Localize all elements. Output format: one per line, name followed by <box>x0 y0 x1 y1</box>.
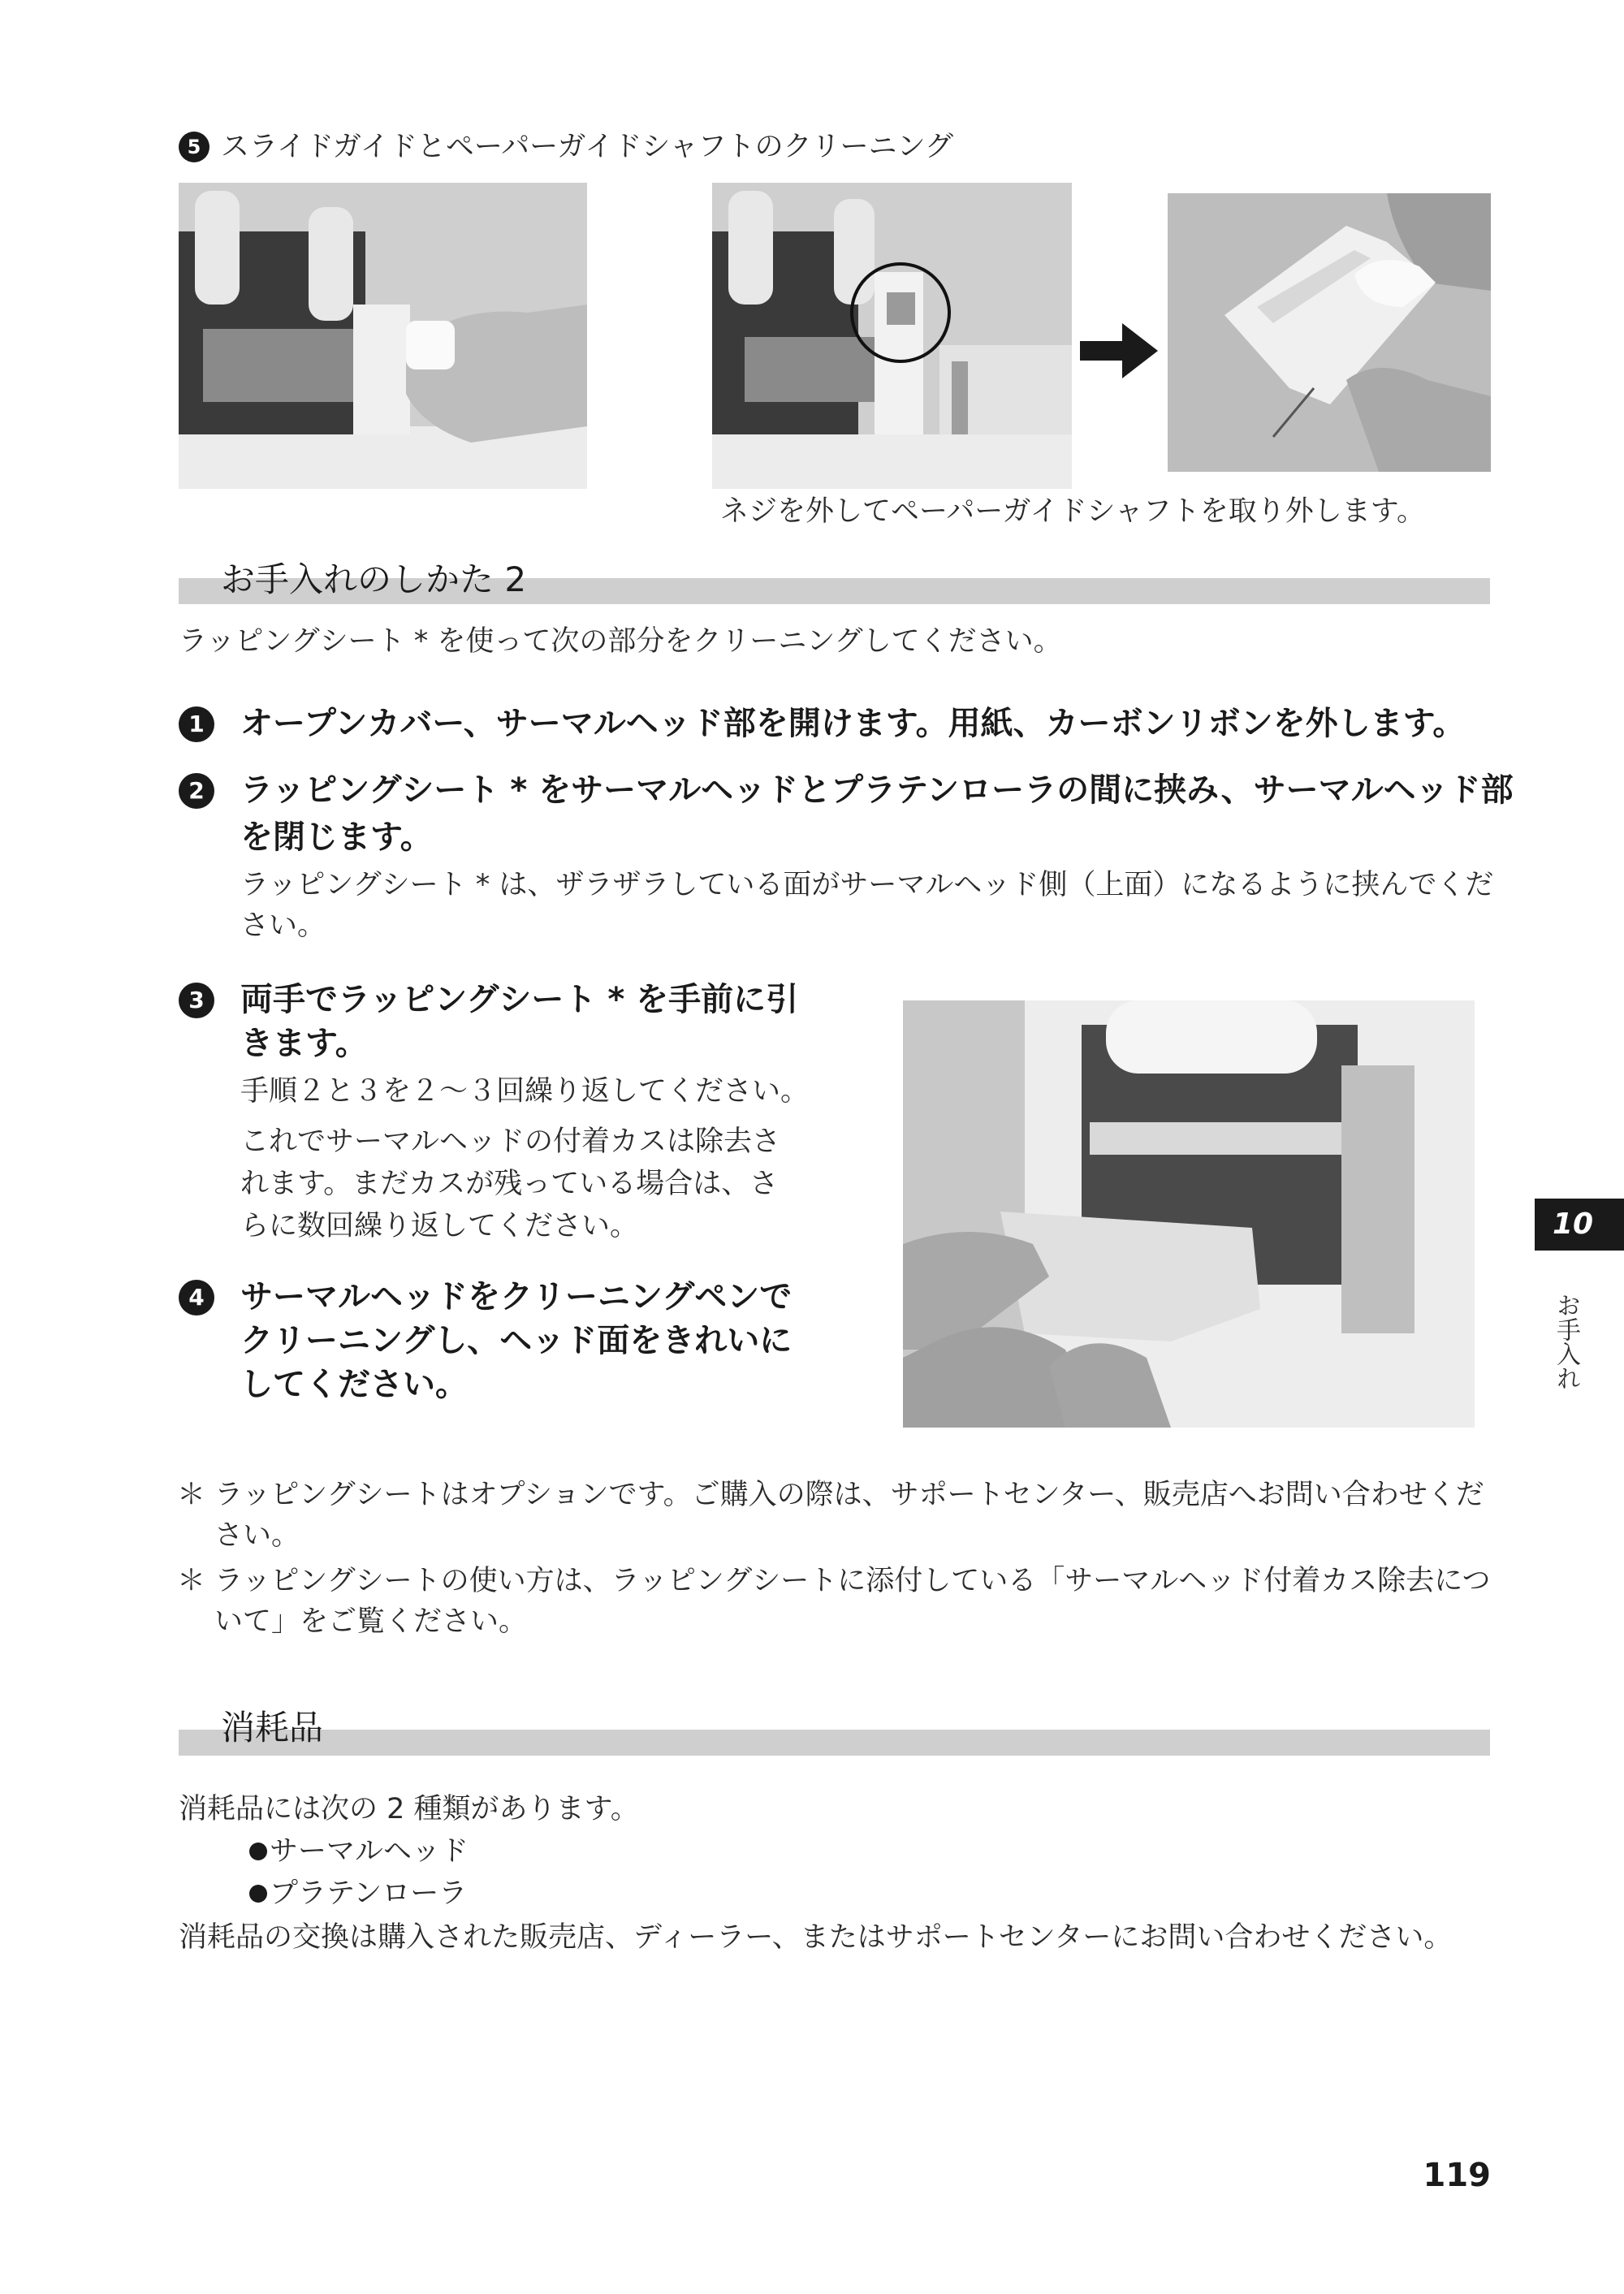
section-2-intro: 消耗品には次の 2 種類があります。 <box>179 1793 639 1825</box>
photo-slide-guide-cleaning <box>179 183 587 489</box>
step-3-number: 3 <box>179 983 214 1018</box>
step-5-number: 5 <box>179 132 209 162</box>
consumable-item-1: サーマルヘッド <box>270 1835 469 1868</box>
step-4-title-line-3: してください。 <box>240 1366 468 1403</box>
step-3-body-line-3: れます。まだカスが残っている場合は、さ <box>240 1168 779 1200</box>
step-4-title-line-2: クリーニングし、ヘッド面をきれいに <box>240 1322 793 1359</box>
note-1-line-1: ラッピングシートはオプションです。ご購入の際は、サポートセンター、販売店へお問い合わせくだ <box>214 1479 1484 1511</box>
step-2-number: 2 <box>179 773 214 809</box>
photo-screw-location <box>712 183 1072 489</box>
note-1-mark: ＊ <box>177 1479 206 1511</box>
section-1-title: お手入れのしかた 2 <box>221 559 527 599</box>
consumable-item-2: プラテンローラ <box>270 1877 468 1910</box>
photo-paper-guide-shaft <box>1168 193 1491 472</box>
note-2-line-1: ラッピングシートの使い方は、ラッピングシートに添付している「サーマルヘッド付着カス除去につ <box>214 1565 1491 1597</box>
bullet-icon <box>249 1843 267 1860</box>
step-5-title: スライドガイドとペーパーガイドシャフトのクリーニング <box>221 131 953 163</box>
note-2-line-2: いて」をご覧ください。 <box>214 1605 528 1638</box>
section-2-outro: 消耗品の交換は購入された販売店、ディーラー、またはサポートセンターにお問い合わせください。 <box>179 1921 1453 1954</box>
photo-wrapping-sheet <box>903 1000 1475 1428</box>
step-3-body-line-4: らに数回繰り返してください。 <box>240 1210 639 1242</box>
page-number: 119 <box>1423 2157 1491 2194</box>
section-2-bar <box>179 1730 1490 1756</box>
step-2-title-line-2: を閉じます。 <box>240 819 433 856</box>
step-3-body-line-2: これでサーマルヘッドの付着カスは除去さ <box>240 1125 781 1158</box>
section-1-intro: ラッピングシート * を使って次の部分をクリーニングしてください。 <box>179 625 1062 658</box>
step-3-title-line-2: きます。 <box>240 1025 368 1062</box>
note-2-mark: ＊ <box>177 1565 206 1597</box>
step-2-body-line-1: ラッピングシート * は、ザラザラしている面がサーマルヘッド側（上面）になるように挟んでくだ <box>240 869 1494 901</box>
note-1-line-2: さい。 <box>214 1519 300 1552</box>
chapter-tab <box>1535 1199 1624 1251</box>
section-2-title: 消耗品 <box>221 1708 324 1748</box>
step-3-title-line-1: 両手でラッピングシート * を手前に引 <box>240 981 799 1018</box>
step-2-body-line-2: さい。 <box>240 909 326 942</box>
right-arrow-icon <box>1080 318 1161 383</box>
chapter-label: お手入れ <box>1552 1293 1580 1390</box>
step-4-number: 4 <box>179 1280 214 1315</box>
step-4-title-line-1: サーマルヘッドをクリーニングペンで <box>240 1278 793 1315</box>
step-1-title-line-1: オープンカバー、サーマルヘッド部を開けます。用紙、カーボンリボンを外します。 <box>240 705 1466 742</box>
photo-caption: ネジを外してペーパーガイドシャフトを取り外します。 <box>720 495 1426 528</box>
step-1-number: 1 <box>179 706 214 742</box>
chapter-number: 10 <box>1553 1207 1594 1241</box>
step-3-body-line-1: 手順２と３を２～３回繰り返してください。 <box>240 1075 810 1108</box>
bullet-icon <box>249 1885 267 1903</box>
step-2-title-line-1: ラッピングシート * をサーマルヘッドとプラテンローラの間に挟み、サーマルヘッド部 <box>240 771 1514 809</box>
